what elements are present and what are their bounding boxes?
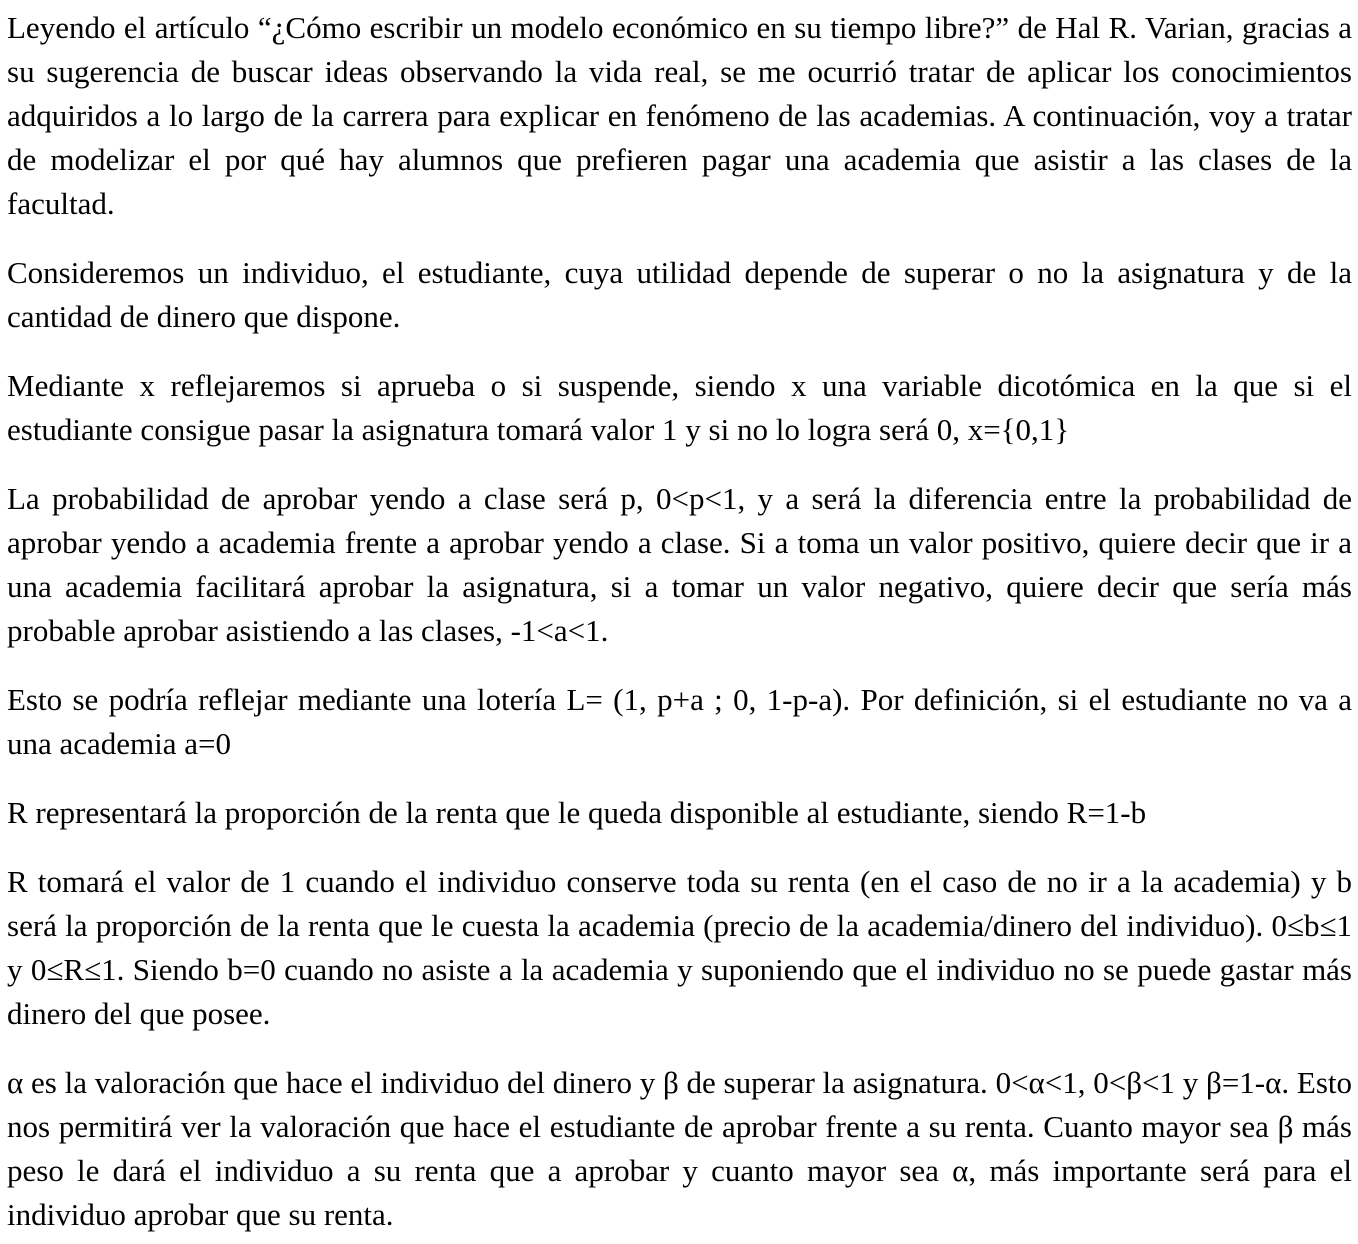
paragraph-probability-p-a: La probabilidad de aprobar yendo a clase será p, 0<p<1, y a será la diferencia entre la probabilidad de aprobar yendo a academia frente a aprobar yendo a clase. Si a toma un valor positivo, quiere decir que ir a una academia facilitará aprobar la asignatura, si a tomar un valor negativo, quiere decir que sería más probable aprobar asistiendo a las clases, -1<a<1. [7, 481, 1352, 648]
paragraph-renta-r: R representará la proporción de la renta que le queda disponible al estudiante, siendo R=1-b [7, 795, 1147, 830]
paragraph-intro: Leyendo el artículo “¿Cómo escribir un modelo económico en su tiempo libre?” de Hal R. Varian, gracias a su sugerencia de buscar ideas observando la vida real, se me ocurrió tratar de aplicar los conocimientos adquiridos a lo largo de la carrera para explicar en fenómeno de las academias. A continuación, voy a tratar de modelizar el por qué hay alumnos que prefieren pagar una academia que asistir a las clases de la facultad. [7, 10, 1352, 221]
paragraph-individual-setup: Consideremos un individuo, el estudiante, cuya utilidad depende de superar o no la asignatura y de la cantidad de dinero que dispone. [7, 255, 1352, 334]
paragraph-variable-x: Mediante x reflejaremos si aprueba o si suspende, siendo x una variable dicotómica en la que si el estudiante consigue pasar la asignatura tomará valor 1 y si no lo logra será 0, x={0,1} [7, 368, 1352, 447]
paragraph-alpha-beta: α es la valoración que hace el individuo del dinero y β de superar la asignatura. 0<α<1, 0<β<1 y β=1-α. Esto nos permitirá ver la valoración que hace el estudiante de aprobar frente a su renta. Cuanto mayor sea β más peso le dará el individuo a su renta que a aprobar y cuanto mayor sea α, más importante será para el individuo aprobar que su renta. [7, 1065, 1352, 1232]
paragraph-lottery: Esto se podría reflejar mediante una lotería L= (1, p+a ; 0, 1-p-a). Por definición, si el estudiante no va a una academia a=0 [7, 682, 1352, 761]
paragraph-renta-b-bounds: R tomará el valor de 1 cuando el individuo conserve toda su renta (en el caso de no ir a la academia) y b será la proporción de la renta que le cuesta la academia (precio de la academia/dinero del individuo). 0≤b≤1 y 0≤R≤1. Siendo b=0 cuando no asiste a la academia y suponiendo que el individuo no se puede gastar más dinero del que posee. [7, 864, 1352, 1031]
